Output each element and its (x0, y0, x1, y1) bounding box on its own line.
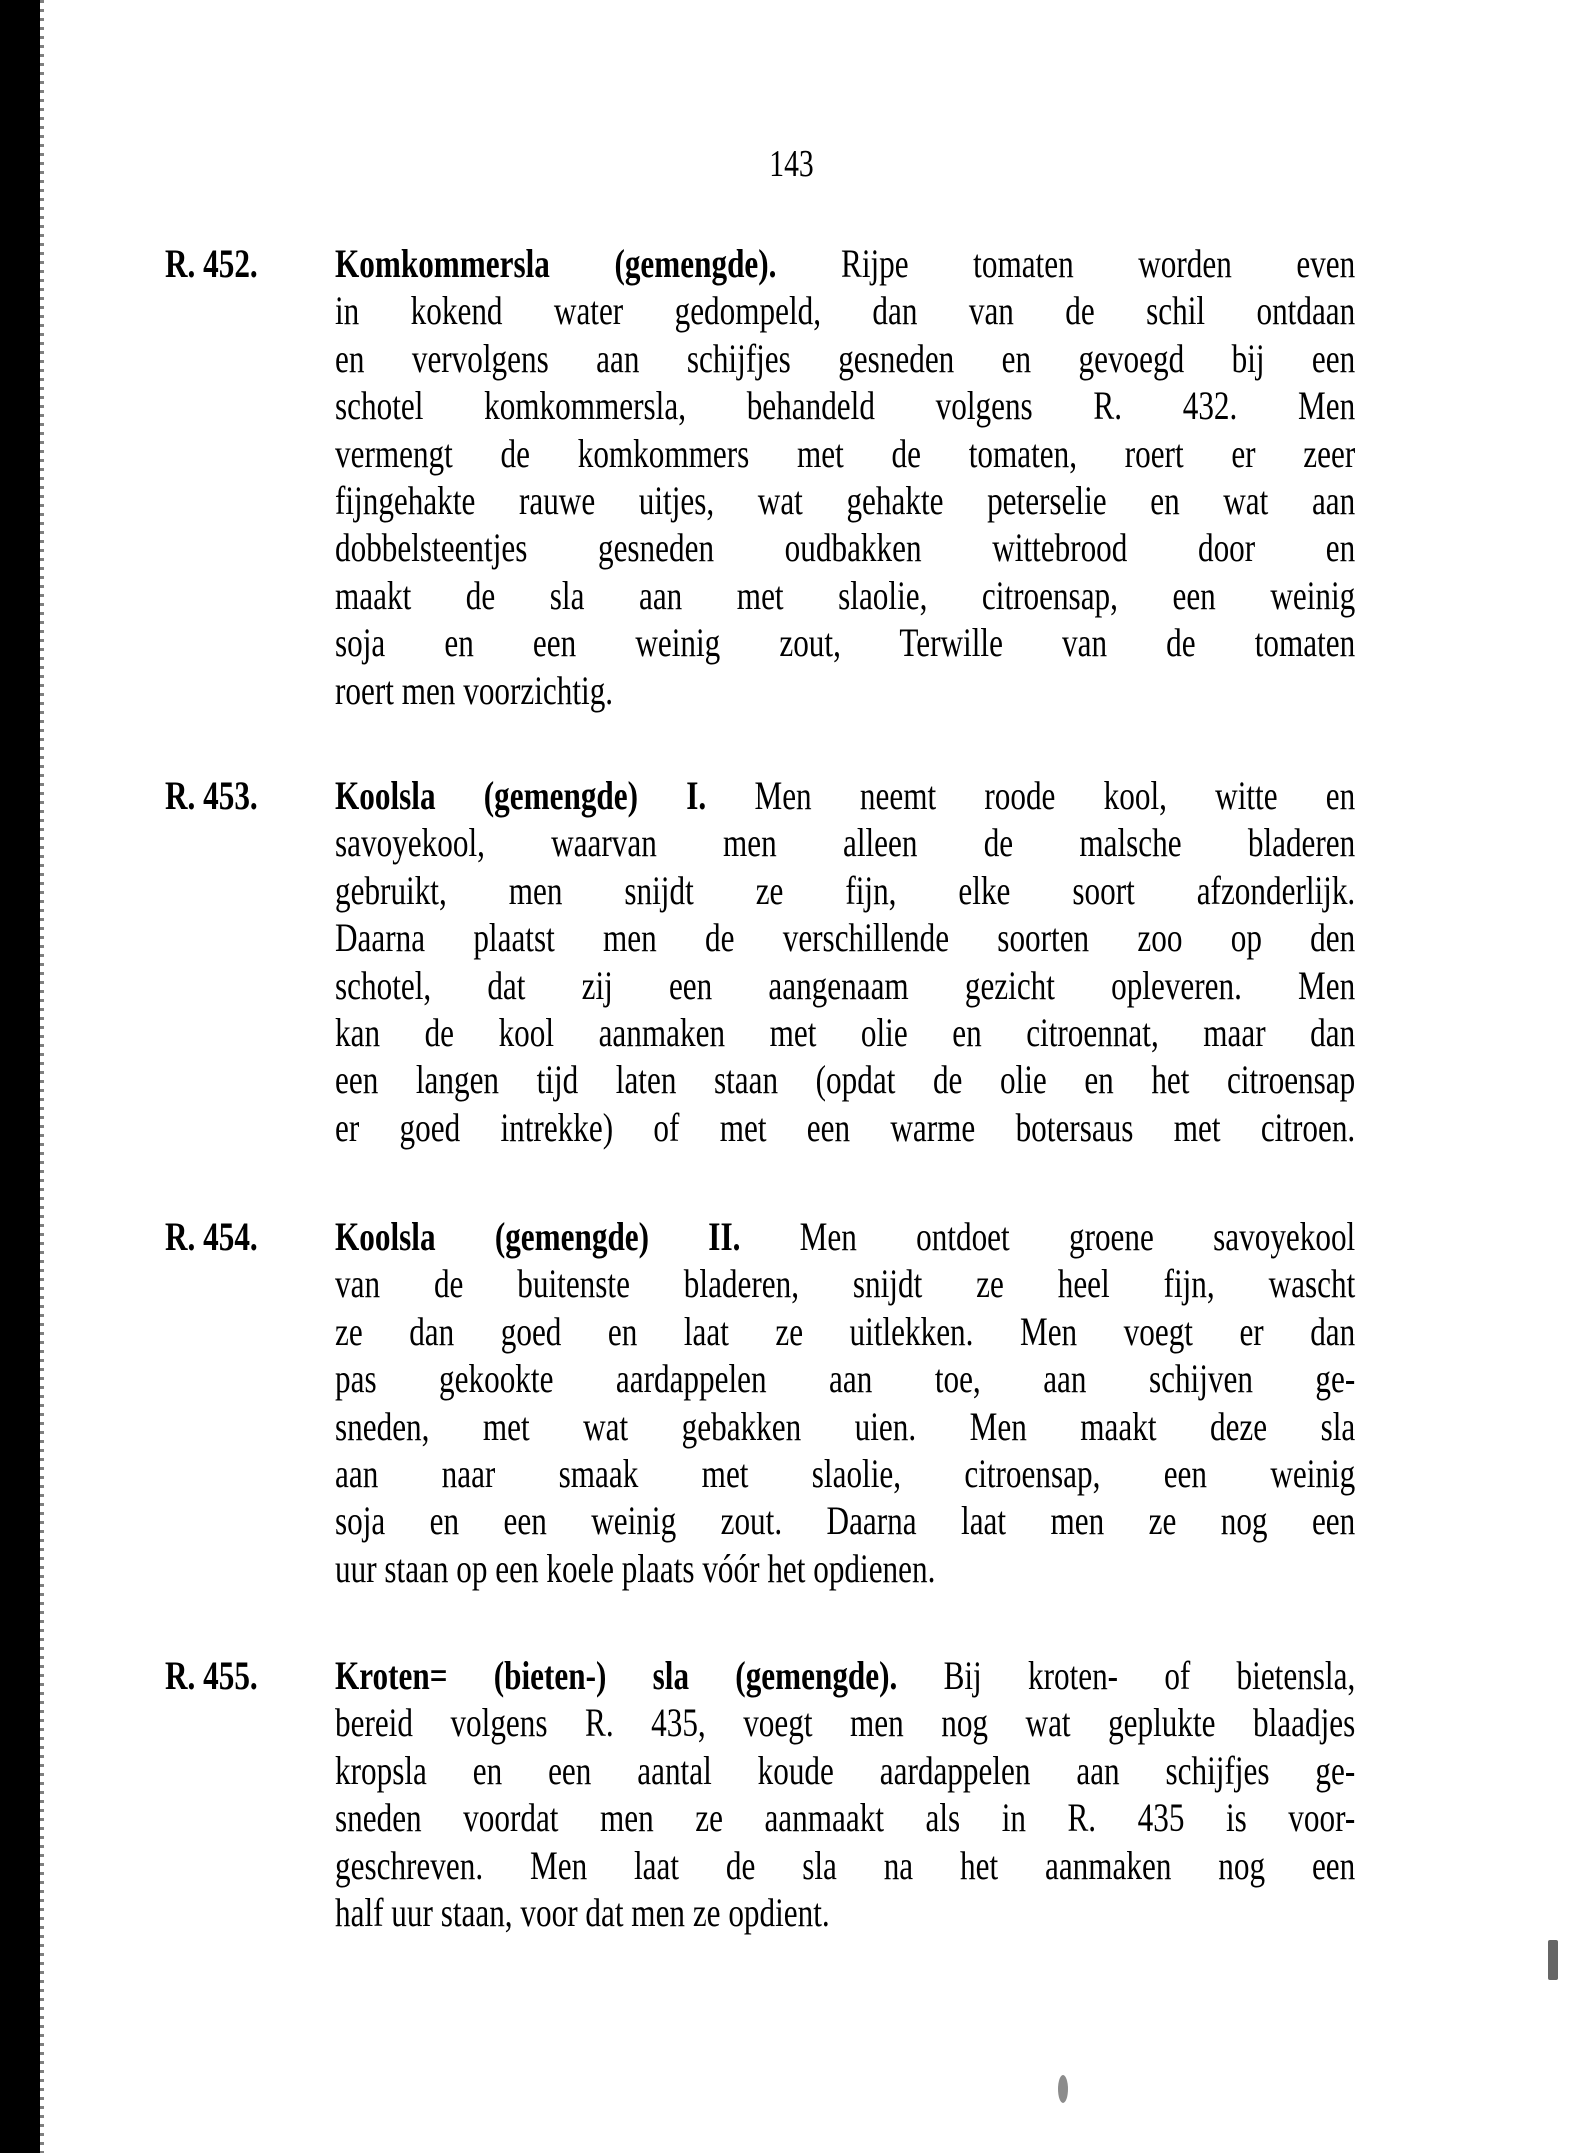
recipe-text-line: soja en een weinig zout, Terwille van de tomaten (335, 620, 1356, 666)
recipe-text-line: dobbelsteentjes gesneden oudbakken wittebrood door en (335, 525, 1356, 571)
recipe-453 (165, 772, 1355, 1151)
recipe-text-line: een langen tijd laten staan (opdat de olie en het citroensap (335, 1057, 1356, 1103)
recipe-text-line: Rijpe tomaten worden even (841, 241, 1356, 286)
recipe-text-line: gebruikt, men snijdt ze fijn, elke soort afzonderlijk. (335, 867, 1356, 913)
recipe-text-line: en vervolgens aan schijfjes gesneden en gevoegd bij een (335, 335, 1356, 381)
recipe-number: R. 453. (165, 773, 258, 818)
binding-shadow (40, 0, 44, 2153)
recipe-title: Koolsla (gemengde) I. (335, 773, 707, 818)
page-number: 143 (769, 143, 814, 185)
recipe-text-line: van de buitenste bladeren, snijdt ze heel fijn, wascht (335, 1261, 1356, 1307)
recipe-text-line: Men neemt roode kool, witte en (754, 773, 1356, 818)
recipe-title: Koolsla (gemengde) II. (335, 1214, 741, 1259)
recipe-heading-line (165, 772, 1355, 819)
recipe-number: R. 452. (165, 241, 258, 286)
recipe-heading-line (165, 1213, 1355, 1260)
recipe-number: R. 455. (165, 1653, 258, 1698)
recipe-text-line: in kokend water gedompeld, dan van de schil ontdaan (335, 288, 1356, 334)
recipe-title: Komkommersla (gemengde). (335, 241, 777, 286)
recipe-text-line: vermengt de komkommers met de tomaten, roert er zeer (335, 430, 1356, 476)
recipe-text-line: uur staan op een koele plaats vóór het opdienen. (335, 1545, 936, 1591)
recipe-text-line: half uur staan, voor dat men ze opdient. (335, 1889, 830, 1935)
book-binding-edge (0, 0, 40, 2153)
recipe-text-line: bereid volgens R. 435, voegt men nog wat geplukte blaadjes (335, 1700, 1356, 1746)
recipe-heading-line (165, 1652, 1355, 1699)
recipe-text-line: kan de kool aanmaken met olie en citroennat, maar dan (335, 1009, 1356, 1055)
recipe-title: Kroten= (bieten-) sla (gemengde). (335, 1653, 898, 1698)
recipe-text-line: roert men voorzichtig. (335, 667, 614, 713)
scan-speck (1058, 2075, 1068, 2103)
recipe-text-line: maakt de sla aan met slaolie, citroensap, een weinig (335, 572, 1356, 618)
recipe-text-line: fijngehakte rauwe uitjes, wat gehakte peterselie en wat aan (335, 477, 1356, 523)
recipe-heading-line (165, 240, 1355, 287)
recipe-text-line: schotel komkommersla, behandeld volgens R. 432. Men (335, 383, 1356, 429)
recipe-number: R. 454. (165, 1214, 258, 1259)
recipe-text-line: geschreven. Men laat de sla na het aanmaken nog een (335, 1842, 1356, 1888)
recipe-text-line: kropsla en een aantal koude aardappelen aan schijfjes ge- (335, 1747, 1356, 1793)
recipe-text-line: schotel, dat zij een aangenaam gezicht opleveren. Men (335, 962, 1356, 1008)
recipe-text-line: soja en een weinig zout. Daarna laat men ze nog een (335, 1498, 1356, 1544)
recipe-text-line: sneden, met wat gebakken uien. Men maakt deze sla (335, 1403, 1356, 1449)
recipe-455 (165, 1652, 1355, 1936)
recipe-text-line: ze dan goed en laat ze uitlekken. Men voegt er dan (335, 1308, 1356, 1354)
recipe-text-line: er goed intrekke) of met een warme botersaus met citroen. (335, 1104, 1356, 1150)
recipe-text-line: Men ontdoet groene savoyekool (799, 1214, 1356, 1259)
recipe-452 (165, 240, 1355, 714)
recipe-454 (165, 1213, 1355, 1592)
recipe-text-line: aan naar smaak met slaolie, citroensap, een weinig (335, 1450, 1356, 1496)
recipe-text-line: sneden voordat men ze aanmaakt als in R. 435 is voor- (335, 1795, 1356, 1841)
recipe-text-line: pas gekookte aardappelen aan toe, aan schijven ge- (335, 1356, 1356, 1402)
recipe-text-line: Daarna plaatst men de verschillende soorten zoo op den (335, 915, 1356, 961)
recipe-text-line: Bij kroten- of bietensla, (943, 1653, 1356, 1698)
recipe-text-line: savoyekool, waarvan men alleen de malsche bladeren (335, 820, 1356, 866)
scan-speck (1548, 1940, 1558, 1980)
